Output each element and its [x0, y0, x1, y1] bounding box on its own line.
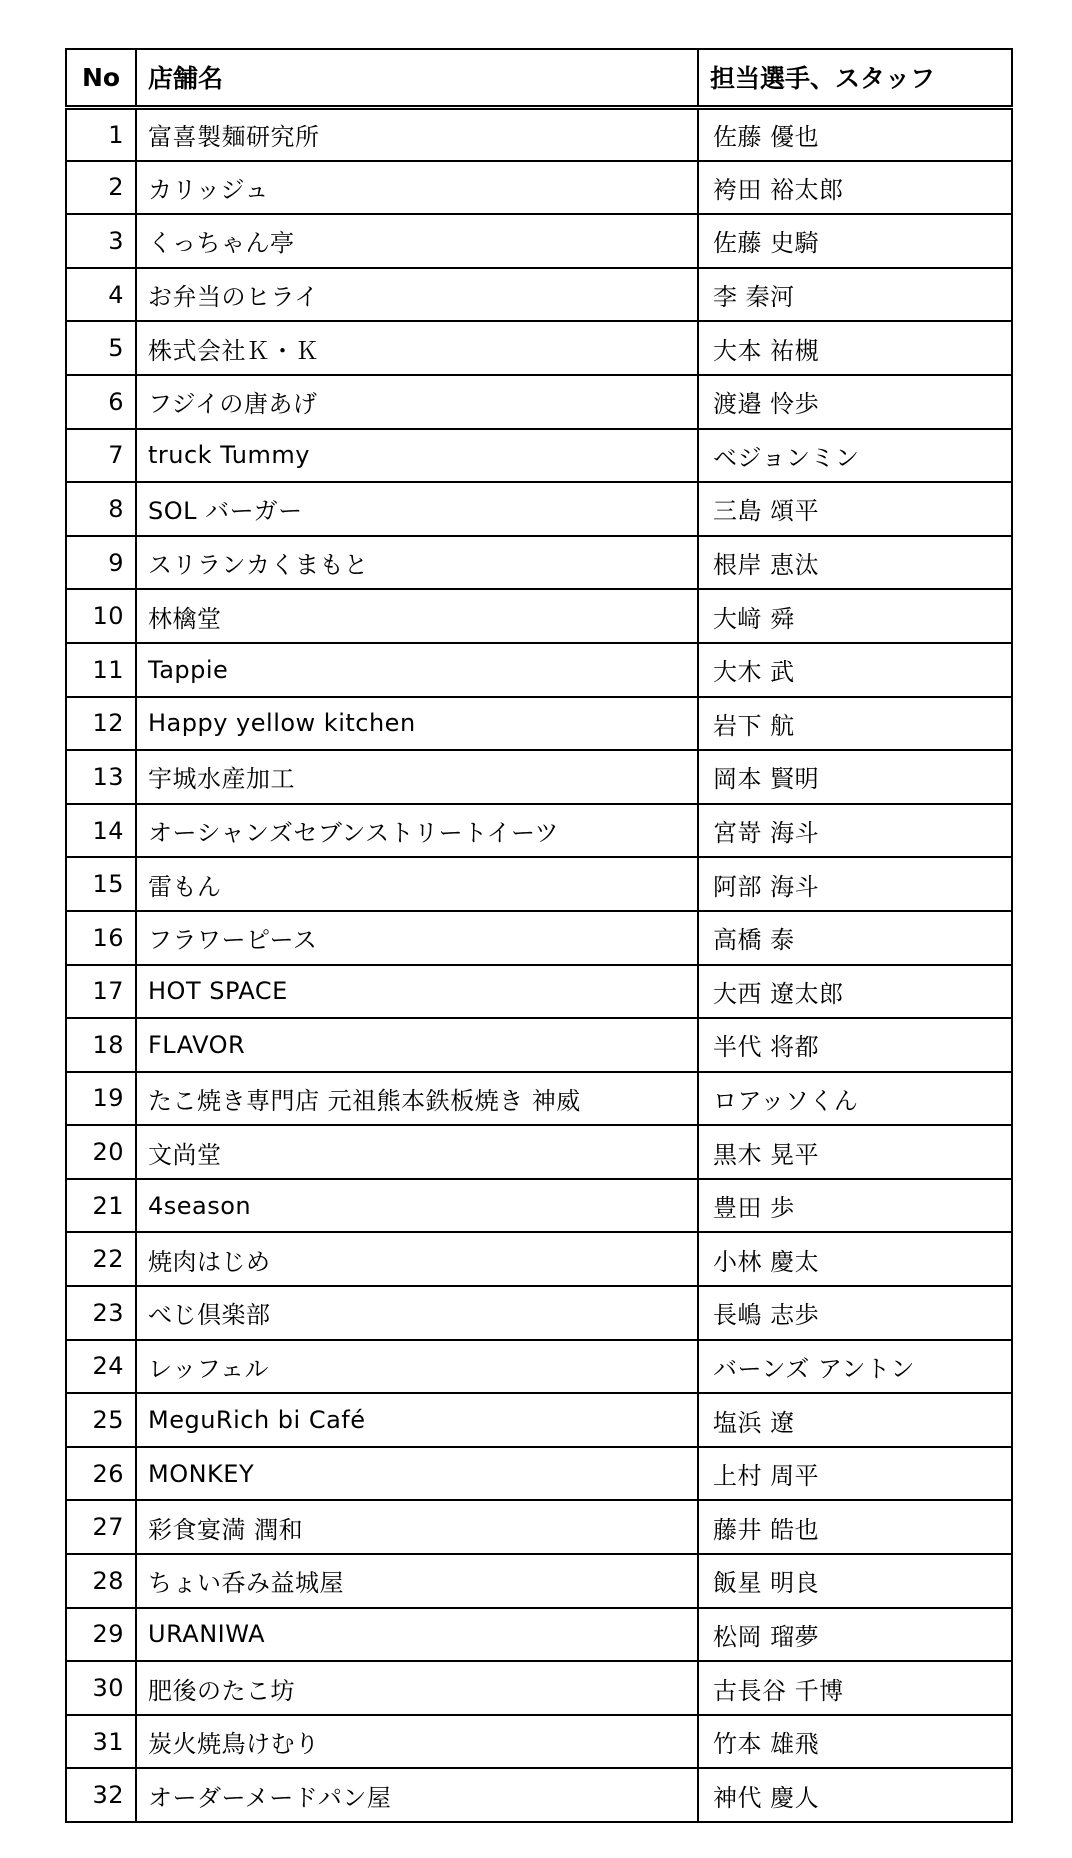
row-number: 8	[66, 482, 136, 536]
shop-name-cell: フラワーピース	[136, 911, 698, 965]
row-number: 6	[66, 375, 136, 429]
staff-name-cell: 阿部 海斗	[698, 857, 1012, 911]
staff-name-cell: 宮嵜 海斗	[698, 804, 1012, 858]
table-row	[66, 214, 1012, 268]
shop-name-cell: ちょい呑み益城屋	[136, 1554, 698, 1608]
table-row	[66, 1125, 1012, 1179]
shop-name-cell: SOL バーガー	[136, 482, 698, 536]
row-number: 11	[66, 643, 136, 697]
table-row	[66, 589, 1012, 643]
row-number: 22	[66, 1232, 136, 1286]
shop-name-cell: レッフェル	[136, 1340, 698, 1394]
shop-name-cell: truck Tummy	[136, 429, 698, 483]
shop-name-cell: 株式会社Ｋ・Ｋ	[136, 321, 698, 375]
row-number: 21	[66, 1179, 136, 1233]
shop-name-cell: FLAVOR	[136, 1018, 698, 1072]
shop-name-cell: 文尚堂	[136, 1125, 698, 1179]
table-row	[66, 1179, 1012, 1233]
store-staff-table	[65, 48, 1013, 1823]
table-row	[66, 107, 1012, 161]
row-number: 31	[66, 1715, 136, 1769]
table-row	[66, 697, 1012, 751]
table-row	[66, 911, 1012, 965]
row-number: 4	[66, 268, 136, 322]
table-row	[66, 1340, 1012, 1394]
column-header-no: No	[66, 49, 136, 107]
table-row	[66, 482, 1012, 536]
table-header	[66, 49, 1012, 107]
table-row	[66, 1232, 1012, 1286]
table-row	[66, 1608, 1012, 1662]
staff-name-cell: ロアッソくん	[698, 1072, 1012, 1126]
table-row	[66, 429, 1012, 483]
table-row	[66, 268, 1012, 322]
table-row	[66, 1286, 1012, 1340]
staff-name-cell: 根岸 恵汰	[698, 536, 1012, 590]
shop-name-cell: くっちゃん亭	[136, 214, 698, 268]
staff-name-cell: 古長谷 千博	[698, 1661, 1012, 1715]
staff-name-cell: 半代 将都	[698, 1018, 1012, 1072]
shop-name-cell: URANIWA	[136, 1608, 698, 1662]
shop-name-cell: 4season	[136, 1179, 698, 1233]
staff-name-cell: 佐藤 史騎	[698, 214, 1012, 268]
shop-name-cell: オーダーメードパン屋	[136, 1768, 698, 1822]
row-number: 10	[66, 589, 136, 643]
staff-name-cell: 袴田 裕太郎	[698, 161, 1012, 215]
row-number: 17	[66, 965, 136, 1019]
row-number: 20	[66, 1125, 136, 1179]
row-number: 2	[66, 161, 136, 215]
table-row	[66, 1768, 1012, 1822]
shop-name-cell: お弁当のヒライ	[136, 268, 698, 322]
header-row	[66, 49, 1012, 107]
staff-name-cell: 塩浜 遼	[698, 1393, 1012, 1447]
staff-name-cell: 佐藤 優也	[698, 107, 1012, 161]
staff-name-cell: 豊田 歩	[698, 1179, 1012, 1233]
table-row	[66, 1393, 1012, 1447]
staff-name-cell: 三島 頌平	[698, 482, 1012, 536]
document-sheet	[65, 48, 1013, 1823]
staff-name-cell: 岩下 航	[698, 697, 1012, 751]
staff-name-cell: 竹本 雄飛	[698, 1715, 1012, 1769]
table-row	[66, 643, 1012, 697]
staff-name-cell: 渡邉 怜歩	[698, 375, 1012, 429]
row-number: 27	[66, 1500, 136, 1554]
row-number: 25	[66, 1393, 136, 1447]
staff-name-cell: 小林 慶太	[698, 1232, 1012, 1286]
row-number: 12	[66, 697, 136, 751]
row-number: 18	[66, 1018, 136, 1072]
table-row	[66, 857, 1012, 911]
shop-name-cell: Happy yellow kitchen	[136, 697, 698, 751]
staff-name-cell: バーンズ アントン	[698, 1340, 1012, 1394]
shop-name-cell: MONKEY	[136, 1447, 698, 1501]
shop-name-cell: べじ倶楽部	[136, 1286, 698, 1340]
shop-name-cell: 炭火焼鳥けむり	[136, 1715, 698, 1769]
staff-name-cell: 長嶋 志歩	[698, 1286, 1012, 1340]
shop-name-cell: 肥後のたこ坊	[136, 1661, 698, 1715]
row-number: 3	[66, 214, 136, 268]
staff-name-cell: 藤井 皓也	[698, 1500, 1012, 1554]
row-number: 16	[66, 911, 136, 965]
staff-name-cell: 高橋 泰	[698, 911, 1012, 965]
row-number: 26	[66, 1447, 136, 1501]
row-number: 23	[66, 1286, 136, 1340]
staff-name-cell: 大﨑 舜	[698, 589, 1012, 643]
column-header-shop: 店舗名	[136, 49, 698, 107]
staff-name-cell: 大西 遼太郎	[698, 965, 1012, 1019]
shop-name-cell: オーシャンズセブンストリートイーツ	[136, 804, 698, 858]
row-number: 14	[66, 804, 136, 858]
row-number: 32	[66, 1768, 136, 1822]
shop-name-cell: 彩食宴満 潤和	[136, 1500, 698, 1554]
shop-name-cell: Tappie	[136, 643, 698, 697]
shop-name-cell: カリッジュ	[136, 161, 698, 215]
shop-name-cell: たこ焼き専門店 元祖熊本鉄板焼き 神威	[136, 1072, 698, 1126]
table-row	[66, 1072, 1012, 1126]
shop-name-cell: フジイの唐あげ	[136, 375, 698, 429]
shop-name-cell: 富喜製麺研究所	[136, 107, 698, 161]
staff-name-cell: 黒木 晃平	[698, 1125, 1012, 1179]
shop-name-cell: HOT SPACE	[136, 965, 698, 1019]
shop-name-cell: 林檎堂	[136, 589, 698, 643]
shop-name-cell: 焼肉はじめ	[136, 1232, 698, 1286]
staff-name-cell: 上村 周平	[698, 1447, 1012, 1501]
row-number: 24	[66, 1340, 136, 1394]
row-number: 30	[66, 1661, 136, 1715]
shop-name-cell: MeguRich bi Café	[136, 1393, 698, 1447]
row-number: 29	[66, 1608, 136, 1662]
table-row	[66, 1554, 1012, 1608]
staff-name-cell: 大本 祐槻	[698, 321, 1012, 375]
shop-name-cell: 宇城水産加工	[136, 750, 698, 804]
table-row	[66, 161, 1012, 215]
row-number: 5	[66, 321, 136, 375]
row-number: 1	[66, 107, 136, 161]
staff-name-cell: 飯星 明良	[698, 1554, 1012, 1608]
table-row	[66, 321, 1012, 375]
staff-name-cell: 大木 武	[698, 643, 1012, 697]
table-row	[66, 1715, 1012, 1769]
row-number: 7	[66, 429, 136, 483]
table-row	[66, 1018, 1012, 1072]
shop-name-cell: 雷もん	[136, 857, 698, 911]
staff-name-cell: ベジョンミン	[698, 429, 1012, 483]
row-number: 28	[66, 1554, 136, 1608]
row-number: 19	[66, 1072, 136, 1126]
row-number: 15	[66, 857, 136, 911]
row-number: 9	[66, 536, 136, 590]
staff-name-cell: 松岡 瑠夢	[698, 1608, 1012, 1662]
table-row	[66, 965, 1012, 1019]
table-row	[66, 1447, 1012, 1501]
table-row	[66, 375, 1012, 429]
table-row	[66, 750, 1012, 804]
table-row	[66, 804, 1012, 858]
table-body	[66, 107, 1012, 1822]
table-row	[66, 1500, 1012, 1554]
staff-name-cell: 岡本 賢明	[698, 750, 1012, 804]
staff-name-cell: 李 秦河	[698, 268, 1012, 322]
staff-name-cell: 神代 慶人	[698, 1768, 1012, 1822]
table-row	[66, 536, 1012, 590]
table-row	[66, 1661, 1012, 1715]
column-header-staff: 担当選手、スタッフ	[698, 49, 1012, 107]
shop-name-cell: スリランカくまもと	[136, 536, 698, 590]
row-number: 13	[66, 750, 136, 804]
